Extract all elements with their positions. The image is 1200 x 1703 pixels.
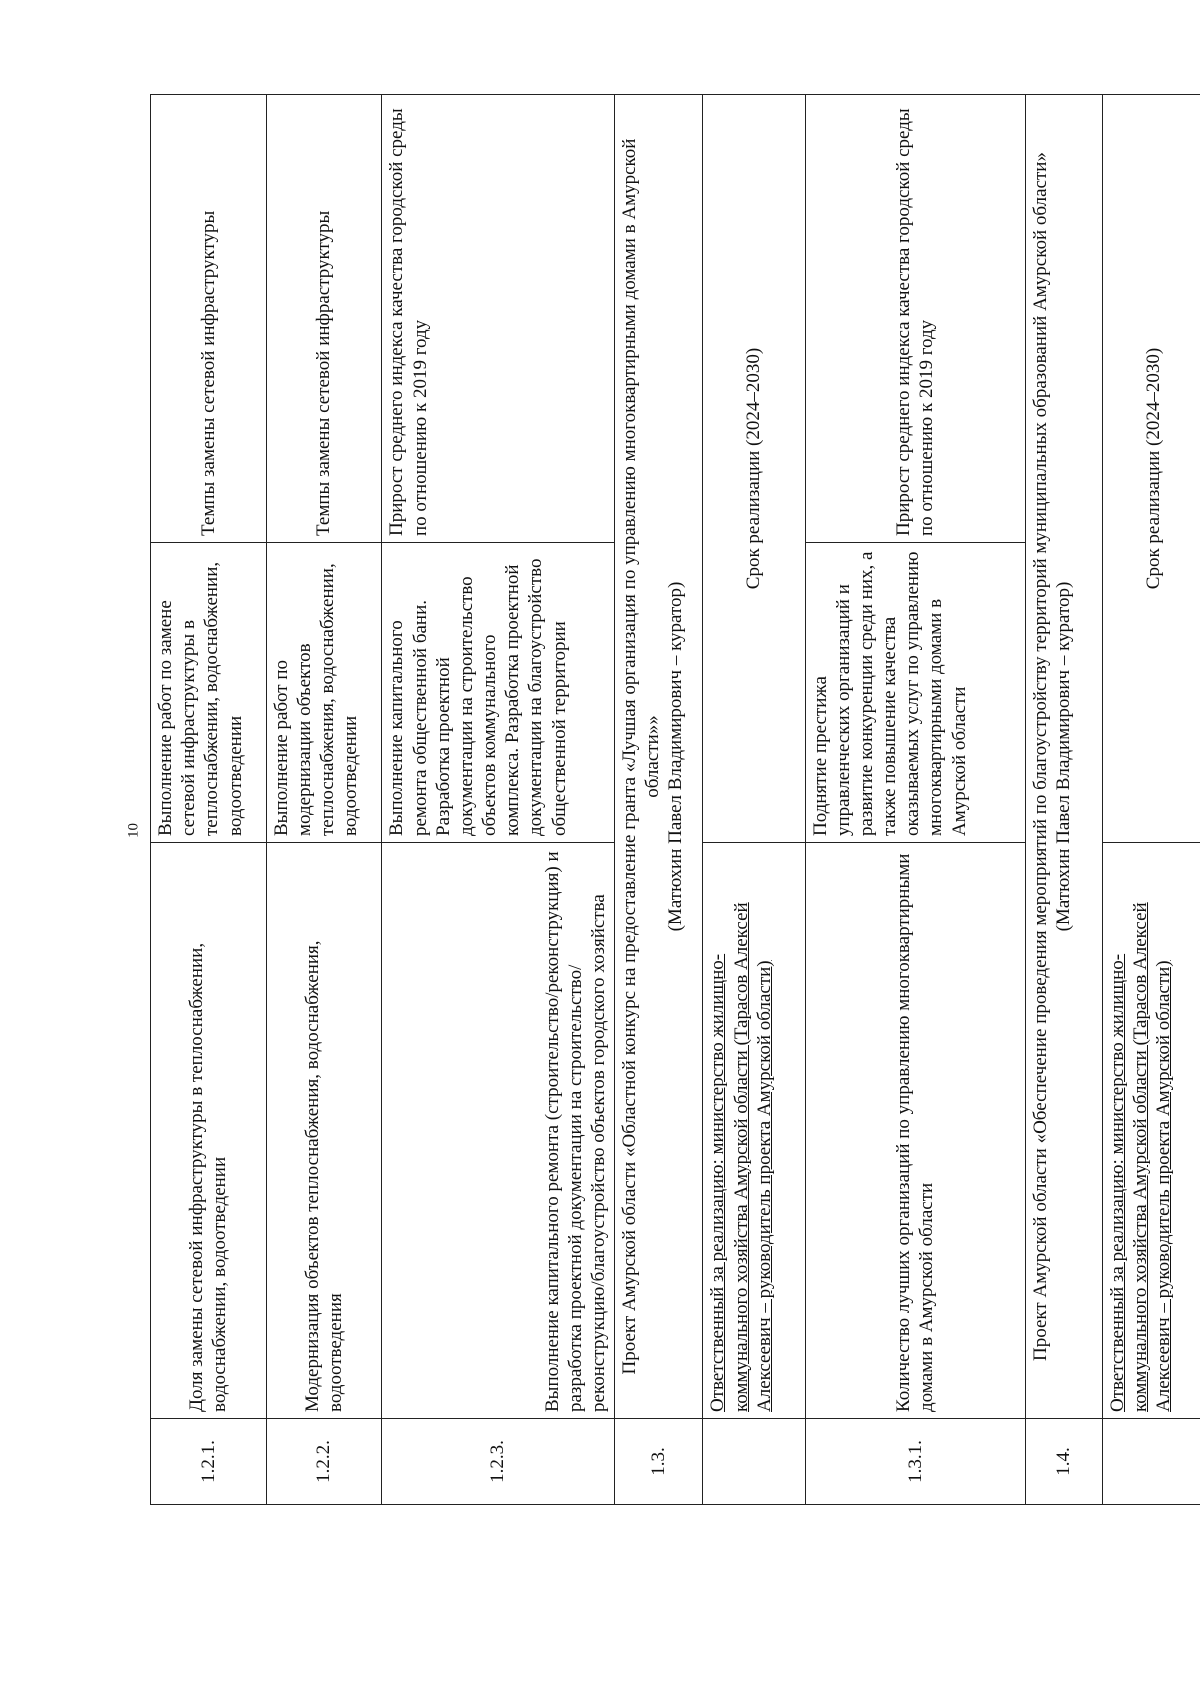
responsible-row: [703, 95, 805, 1505]
action-cell: Выполнение работ по замене сетевой инфраструктуры в теплоснабжении, водоснабжении, водоотведении: [151, 543, 267, 843]
project-title-cell: [1026, 95, 1103, 1419]
action-cell: Выполнение работ по модернизации объектов теплоснабжения, водоснабжении, водоотведении: [266, 543, 382, 843]
result-cell: Прирост среднего индекса качества городской среды по отношению к 2019 году: [805, 95, 1026, 543]
indicator-cell: Доля замены сетевой инфраструктуры в теплоснабжении, водоснабжении, водоотведении: [151, 843, 267, 1419]
responsible-cell: [703, 843, 805, 1419]
project-curator: (Матюхин Павел Владимирович – куратор): [1053, 581, 1075, 932]
row-number: 1.2.1.: [151, 1419, 267, 1505]
table-row: [805, 95, 1026, 1505]
project-title: Проект Амурской области «Областной конкурс на предоставление гранта «Лучшая организация по управлению многоквартирными домами в Амурской области»»: [618, 138, 663, 1375]
action-cell: Выполнение капитального ремонта общественной бани. Разработка проектной документации на строительство объектов коммунального комплекса. Разработка проектной документации на благоустройство общественной территории: [382, 543, 614, 843]
row-number: 1.2.3.: [382, 1419, 614, 1505]
table-row: [382, 95, 614, 1505]
rotated-page: [150, 95, 1200, 1505]
responsible-text: Ответственный за реализацию: министерство жилищно-коммунального хозяйства Амурской области (Тарасов Алексей Алексеевич – руководитель проекта Амурской области): [707, 902, 775, 1412]
table-row: [151, 95, 267, 1505]
project-title-cell: [614, 95, 703, 1419]
responsible-text: Ответственный за реализацию: министерство жилищно-коммунального хозяйства Амурской области (Тарасов Алексей Алексеевич – руководитель проекта Амурской области): [1106, 902, 1175, 1412]
indicator-cell: Модернизация объектов теплоснабжения, водоснабжения, водоотведения: [266, 843, 382, 1419]
table-row: [266, 95, 382, 1505]
project-curator: (Матюхин Павел Владимирович – куратор): [664, 581, 686, 932]
project-row: [614, 95, 703, 1505]
row-number: 1.2.2.: [266, 1419, 382, 1505]
page-number: 10: [125, 823, 142, 838]
row-number: 1.3.: [614, 1419, 703, 1505]
row-number: 1.4.: [1026, 1419, 1103, 1505]
action-cell: Поднятие престижа управленческих организаций и развитие конкуренции среди них, а также повышение качества оказываемых услуг по управлению многоквартирными домами в Амурской области: [805, 543, 1026, 843]
result-cell: Прирост среднего индекса качества городской среды по отношению к 2019 году: [382, 95, 614, 543]
indicator-cell: Выполнение капитального ремонта (строительство/реконструкция) и разработка проектной документации на строительство/реконструкцию/благоустройство объектов городского хозяйства: [382, 843, 614, 1419]
table-sheet: [150, 95, 1200, 1505]
row-number: 1.3.1.: [805, 1419, 1026, 1505]
period-cell: Срок реализации (2024–2030): [1102, 95, 1200, 843]
responsible-row: [1102, 95, 1200, 1505]
result-cell: Темпы замены сетевой инфраструктуры: [151, 95, 267, 543]
responsible-cell: [1102, 843, 1200, 1419]
project-row: [1026, 95, 1103, 1505]
result-cell: Темпы замены сетевой инфраструктуры: [266, 95, 382, 543]
indicators-table: [150, 94, 1200, 1505]
empty-cell: [703, 1419, 805, 1505]
empty-cell: [1102, 1419, 1200, 1505]
period-cell: Срок реализации (2024–2030): [703, 95, 805, 843]
indicator-cell: Количество лучших организаций по управлению многоквартирными домами в Амурской области: [805, 843, 1026, 1419]
project-title: Проект Амурской области «Обеспечение проведения мероприятий по благоустройству территорий муниципальных образований Амурской области»: [1030, 152, 1052, 1361]
